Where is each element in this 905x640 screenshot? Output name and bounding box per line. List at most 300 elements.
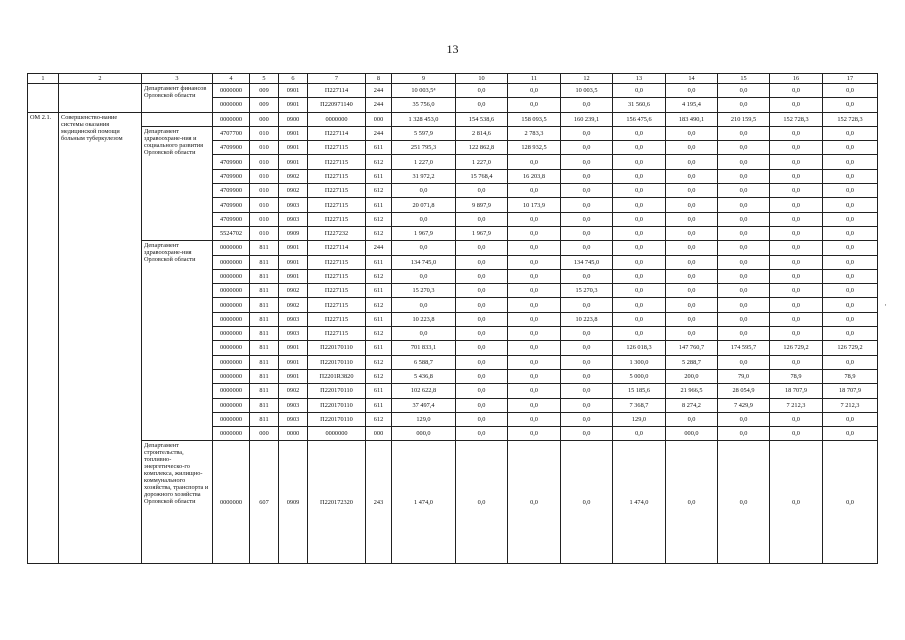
table-cell: 811 [250, 341, 279, 355]
table-cell: 0903 [279, 327, 308, 341]
table-cell: П220172320 [308, 441, 366, 564]
table-cell: 0,0 [508, 226, 561, 240]
table-cell: 0,0 [770, 98, 823, 112]
table-cell: П227115 [308, 255, 366, 269]
table-cell: 0,0 [666, 255, 718, 269]
table-cell: 0,0 [718, 198, 770, 212]
table-cell: 0,0 [770, 141, 823, 155]
table-cell: 612 [366, 184, 392, 198]
table-row [28, 126, 878, 140]
table-cell: 811 [250, 284, 279, 298]
table-cell: 0,0 [666, 212, 718, 226]
table-cell: П227115 [308, 269, 366, 283]
table-cell: 0,0 [823, 212, 878, 226]
table-cell: П227115 [308, 298, 366, 312]
table-cell: 4709900 [213, 198, 250, 212]
table-cell: 0,0 [561, 98, 613, 112]
table-cell: 010 [250, 198, 279, 212]
table-cell: 0,0 [508, 284, 561, 298]
table-cell: П227115 [308, 169, 366, 183]
table-cell: 0,0 [718, 255, 770, 269]
table-cell: 0,0 [823, 298, 878, 312]
table-cell: 129,0 [392, 412, 456, 426]
table-cell: 1 967,9 [456, 226, 508, 240]
table-cell: 0,0 [770, 212, 823, 226]
table-cell: 244 [366, 98, 392, 112]
table-cell: 0,0 [718, 269, 770, 283]
table-cell: 009 [250, 84, 279, 98]
table-cell: 0,0 [613, 327, 666, 341]
table-cell: 811 [250, 355, 279, 369]
table-cell: П227115 [308, 284, 366, 298]
table-cell: 0,0 [508, 312, 561, 326]
table-cell: 0,0 [456, 298, 508, 312]
table-cell: 010 [250, 184, 279, 198]
table-row [28, 84, 878, 98]
table-cell: 210 159,5 [718, 112, 770, 126]
table-cell: П220170110 [308, 384, 366, 398]
table-cell: 0,0 [718, 226, 770, 240]
table-cell: П227232 [308, 226, 366, 240]
table-cell: 0901 [279, 155, 308, 169]
table-cell: 21 966,5 [666, 384, 718, 398]
column-header: 7 [308, 74, 366, 84]
table-cell: 611 [366, 255, 392, 269]
table-cell: П227114 [308, 126, 366, 140]
table-cell: 152 728,3 [770, 112, 823, 126]
table-cell: 0,0 [823, 412, 878, 426]
department-name: Департамент строительства, топливно-энергетическо-го комплекса, жилищно-коммунального хозяйства, транспорта и дорожного хозяйства Орловской области [142, 441, 213, 564]
table-cell: 0,0 [770, 298, 823, 312]
table-cell: 0,0 [561, 241, 613, 255]
table-cell: 0,0 [718, 412, 770, 426]
table-cell: 0,0 [561, 226, 613, 240]
table-cell: 0,0 [770, 269, 823, 283]
table-cell: 200,0 [666, 369, 718, 383]
column-header: 10 [456, 74, 508, 84]
table-cell: 0902 [279, 298, 308, 312]
table-cell: 0000000 [213, 312, 250, 326]
table-cell: 811 [250, 384, 279, 398]
table-cell: 0000000 [213, 369, 250, 383]
table-cell: 0,0 [770, 84, 823, 98]
table-cell: 0901 [279, 269, 308, 283]
table-cell: 0,0 [770, 412, 823, 426]
table-cell: 31 560,6 [613, 98, 666, 112]
table-cell: 0,0 [718, 84, 770, 98]
table-cell: 0901 [279, 126, 308, 140]
table-cell: 0000000 [213, 341, 250, 355]
column-header: 5 [250, 74, 279, 84]
table-cell: 154 538,6 [456, 112, 508, 126]
table-cell: 15 768,4 [456, 169, 508, 183]
table-cell: 128 932,5 [508, 141, 561, 155]
table-cell: 0,0 [666, 241, 718, 255]
table-cell: 1 227,0 [392, 155, 456, 169]
measure-name-cell [59, 84, 142, 113]
table-cell: 0,0 [718, 312, 770, 326]
table-cell: 000,0 [666, 427, 718, 441]
table-cell: П2201R3820 [308, 369, 366, 383]
table-cell: 0000000 [213, 398, 250, 412]
table-cell: 0,0 [561, 155, 613, 169]
table-cell: 0,0 [561, 269, 613, 283]
table-cell: 0,0 [456, 84, 508, 98]
table-cell: 811 [250, 255, 279, 269]
table-cell: 0,0 [561, 141, 613, 155]
table-cell: 4709900 [213, 184, 250, 198]
table-cell: 134 745,0 [561, 255, 613, 269]
table-cell: 0,0 [456, 312, 508, 326]
table-cell: 0,0 [456, 412, 508, 426]
table-cell: 0,0 [770, 184, 823, 198]
table-cell: 0,0 [613, 198, 666, 212]
table-cell: 1 967,9 [392, 226, 456, 240]
table-cell: П220170110 [308, 341, 366, 355]
measure-name: Совершенство-вание системы оказания медицинской помощи больным туберкулезом [59, 112, 142, 564]
table-cell: 0,0 [613, 141, 666, 155]
table-cell: 0,0 [613, 169, 666, 183]
table-cell: 0,0 [666, 284, 718, 298]
measure-code: ОМ 2.1. [28, 112, 59, 564]
table-row-total [28, 112, 878, 126]
column-header: 16 [770, 74, 823, 84]
column-header: 1 [28, 74, 59, 84]
table-cell: 7 212,3 [770, 398, 823, 412]
table-row [28, 241, 878, 255]
table-cell: 0,0 [508, 369, 561, 383]
table-cell: 0,0 [508, 155, 561, 169]
table-cell: 0000000 [213, 98, 250, 112]
table-cell: 20 071,8 [392, 198, 456, 212]
table-cell: 612 [366, 355, 392, 369]
table-cell: 0,0 [718, 241, 770, 255]
table-cell: 010 [250, 141, 279, 155]
table-cell: 7 429,9 [718, 398, 770, 412]
table-cell: 160 239,1 [561, 112, 613, 126]
table-cell: 0,0 [456, 441, 508, 564]
table-cell: П227114 [308, 241, 366, 255]
table-cell: 611 [366, 312, 392, 326]
table-cell: 79,0 [718, 369, 770, 383]
department-name: Департамент здравоохране-ния Орловской области [142, 241, 213, 441]
table-cell: 611 [366, 398, 392, 412]
table-cell: 0,0 [613, 241, 666, 255]
table-cell: 5 288,7 [666, 355, 718, 369]
table-cell: 0000000 [213, 441, 250, 564]
table-cell: 7 212,3 [823, 398, 878, 412]
table-cell: 0,0 [770, 198, 823, 212]
table-cell: 0,0 [823, 427, 878, 441]
table-cell: 28 054,9 [718, 384, 770, 398]
table-cell: 010 [250, 126, 279, 140]
table-cell: 0903 [279, 398, 308, 412]
department-name: Департамент здравоохране-ния и социального развития Орловской области [142, 126, 213, 240]
table-cell: 0,0 [456, 255, 508, 269]
table-cell: 811 [250, 369, 279, 383]
table-cell: 0,0 [613, 284, 666, 298]
table-cell: 0,0 [456, 398, 508, 412]
table-cell: 0,0 [770, 312, 823, 326]
table-cell: 0,0 [823, 255, 878, 269]
table-cell: 0,0 [666, 141, 718, 155]
table-cell: 0,0 [456, 369, 508, 383]
table-cell: 0000000 [213, 298, 250, 312]
column-header: 11 [508, 74, 561, 84]
table-cell: 1 227,0 [456, 155, 508, 169]
table-cell: 0,0 [392, 184, 456, 198]
budget-table [27, 73, 878, 564]
table-cell: 152 728,3 [823, 112, 878, 126]
table-cell: 0,0 [561, 427, 613, 441]
table-cell: 010 [250, 155, 279, 169]
table-cell: 612 [366, 369, 392, 383]
table-cell: 134 745,0 [392, 255, 456, 269]
table-cell: 0000000 [213, 355, 250, 369]
table-cell: 35 756,0 [392, 98, 456, 112]
table-cell: 9 897,9 [456, 198, 508, 212]
table-cell: 156 475,6 [613, 112, 666, 126]
table-cell: 611 [366, 198, 392, 212]
table-cell: 0,0 [508, 241, 561, 255]
table-cell: 0,0 [666, 226, 718, 240]
table-cell: 0,0 [823, 126, 878, 140]
table-cell: 0903 [279, 198, 308, 212]
table-cell: 0909 [279, 441, 308, 564]
table-cell: 10 173,9 [508, 198, 561, 212]
table-cell: 0,0 [666, 169, 718, 183]
table-cell: 31 972,2 [392, 169, 456, 183]
table-cell: 611 [366, 341, 392, 355]
table-cell: 0,0 [718, 298, 770, 312]
table-cell: 0,0 [823, 355, 878, 369]
table-cell: 612 [366, 298, 392, 312]
table-cell: 0,0 [823, 141, 878, 155]
table-cell: 811 [250, 298, 279, 312]
table-cell: 15 185,6 [613, 384, 666, 398]
table-cell: 0,0 [823, 241, 878, 255]
table-cell: 0,0 [718, 184, 770, 198]
table-row [28, 441, 878, 564]
table-cell: 0000000 [213, 327, 250, 341]
table-cell: 147 760,7 [666, 341, 718, 355]
table-cell: 126 729,2 [770, 341, 823, 355]
scan-mark: · [884, 300, 887, 310]
table-cell: 811 [250, 312, 279, 326]
table-cell: 0000000 [308, 112, 366, 126]
table-cell: 15 270,3 [392, 284, 456, 298]
table-cell: 0,0 [508, 269, 561, 283]
table-cell: 10 223,8 [561, 312, 613, 326]
table-cell: 611 [366, 284, 392, 298]
column-header: 2 [59, 74, 142, 84]
table-cell: 701 833,1 [392, 341, 456, 355]
table-cell: 0,0 [561, 441, 613, 564]
table-cell: 811 [250, 269, 279, 283]
table-cell: 811 [250, 398, 279, 412]
table-cell: 4 195,4 [666, 98, 718, 112]
table-cell: 5 000,0 [613, 369, 666, 383]
table-cell: 174 595,7 [718, 341, 770, 355]
table-cell: 0,0 [770, 284, 823, 298]
table-cell: 611 [366, 384, 392, 398]
table-cell: 0,0 [823, 284, 878, 298]
table-cell: 0,0 [561, 198, 613, 212]
table-cell: 0,0 [508, 427, 561, 441]
table-cell: 0,0 [561, 341, 613, 355]
measure-code-cell [28, 84, 59, 113]
table-cell: 0,0 [823, 98, 878, 112]
table-cell: 0,0 [718, 284, 770, 298]
table-cell: 0,0 [392, 327, 456, 341]
table-cell: 611 [366, 169, 392, 183]
table-cell: 612 [366, 327, 392, 341]
table-cell: 0,0 [666, 184, 718, 198]
table-cell: 000 [250, 427, 279, 441]
table-cell: 010 [250, 212, 279, 226]
table-cell: 000 [366, 427, 392, 441]
table-cell: 0,0 [613, 298, 666, 312]
table-cell: 37 497,4 [392, 398, 456, 412]
table-cell: 612 [366, 155, 392, 169]
table-cell: 0,0 [508, 298, 561, 312]
table-cell: 0,0 [508, 327, 561, 341]
table-cell: П227115 [308, 312, 366, 326]
table-cell: 0,0 [392, 212, 456, 226]
table-cell: 102 622,8 [392, 384, 456, 398]
table-cell: 0900 [279, 112, 308, 126]
table-cell: 0,0 [613, 126, 666, 140]
table-cell: 0000000 [308, 427, 366, 441]
table-cell: 0,0 [718, 427, 770, 441]
table-cell: 0,0 [508, 98, 561, 112]
table-cell: 009 [250, 98, 279, 112]
table-cell: 2 814,6 [456, 126, 508, 140]
table-cell: 0000000 [213, 112, 250, 126]
table-cell: 0000 [279, 427, 308, 441]
table-cell: 0,0 [508, 255, 561, 269]
table-cell: 0,0 [508, 341, 561, 355]
table-cell: 0000000 [213, 269, 250, 283]
table-cell: 0,0 [613, 226, 666, 240]
table-cell: 183 490,1 [666, 112, 718, 126]
table-cell: 0,0 [613, 84, 666, 98]
table-cell: 129,0 [613, 412, 666, 426]
table-cell: 0,0 [456, 284, 508, 298]
table-cell: 0,0 [392, 269, 456, 283]
table-cell: 0901 [279, 355, 308, 369]
table-cell: 0000000 [213, 84, 250, 98]
table-cell: П227114 [308, 84, 366, 98]
table-cell: П227115 [308, 155, 366, 169]
table-cell: 010 [250, 226, 279, 240]
table-cell: 0,0 [823, 226, 878, 240]
table-cell: 000 [250, 112, 279, 126]
table-cell: 0,0 [456, 212, 508, 226]
table-cell: 611 [366, 141, 392, 155]
table-cell: 612 [366, 226, 392, 240]
table-cell: 18 707,9 [823, 384, 878, 398]
table-cell: 0,0 [508, 412, 561, 426]
column-header: 8 [366, 74, 392, 84]
table-cell: 0,0 [508, 212, 561, 226]
table-cell: 0,0 [770, 255, 823, 269]
table-cell: 0,0 [456, 241, 508, 255]
table-cell: 0902 [279, 184, 308, 198]
table-cell: 244 [366, 84, 392, 98]
table-cell: 0,0 [823, 269, 878, 283]
table-cell: 0,0 [666, 312, 718, 326]
table-cell: 0902 [279, 169, 308, 183]
table-cell: 0,0 [508, 184, 561, 198]
table-cell: 0,0 [718, 126, 770, 140]
table-cell: 0,0 [456, 384, 508, 398]
table-cell: 0,0 [770, 327, 823, 341]
table-cell: П227115 [308, 212, 366, 226]
table-cell: 0902 [279, 384, 308, 398]
table-cell: 0903 [279, 212, 308, 226]
column-header: 3 [142, 74, 213, 84]
table-cell: 0000000 [213, 241, 250, 255]
table-cell: 0901 [279, 369, 308, 383]
table-cell: 0901 [279, 98, 308, 112]
table-cell: 0,0 [718, 441, 770, 564]
table-body [28, 84, 878, 564]
table-cell: 0,0 [666, 84, 718, 98]
column-header: 15 [718, 74, 770, 84]
table-cell: 811 [250, 412, 279, 426]
table-cell: 1 300,0 [613, 355, 666, 369]
table-cell: 1 474,0 [392, 441, 456, 564]
table-cell: 0000000 [213, 384, 250, 398]
table-cell: 7 368,7 [613, 398, 666, 412]
table-cell: 0,0 [561, 355, 613, 369]
table-cell: 0,0 [666, 155, 718, 169]
table-cell: П227115 [308, 141, 366, 155]
table-cell: 0,0 [770, 441, 823, 564]
table-cell: 0,0 [666, 412, 718, 426]
table-cell: 0,0 [770, 169, 823, 183]
table-cell: 0901 [279, 255, 308, 269]
table-cell: 0,0 [561, 169, 613, 183]
table-cell: 0,0 [666, 126, 718, 140]
table-cell: 0,0 [718, 155, 770, 169]
table-cell: 15 270,3 [561, 284, 613, 298]
table-cell: 612 [366, 212, 392, 226]
table-cell: 0,0 [508, 84, 561, 98]
table-cell: 6 588,7 [392, 355, 456, 369]
table-cell: 244 [366, 126, 392, 140]
table-cell: 0,0 [456, 427, 508, 441]
table-cell: 0,0 [718, 141, 770, 155]
table-cell: 0,0 [456, 184, 508, 198]
table-cell: 122 862,8 [456, 141, 508, 155]
table-cell: 0000000 [213, 412, 250, 426]
table-cell: 0,0 [770, 126, 823, 140]
table-cell: 4709900 [213, 169, 250, 183]
table-cell: П227115 [308, 184, 366, 198]
table-cell: 000 [366, 112, 392, 126]
table-cell: 0,0 [508, 384, 561, 398]
table-cell: 0,0 [770, 155, 823, 169]
table-cell: 4709900 [213, 212, 250, 226]
table-cell: 1 474,0 [613, 441, 666, 564]
table-cell: 0,0 [823, 155, 878, 169]
header-row [28, 74, 878, 84]
table-cell: 0,0 [666, 198, 718, 212]
table-cell: 0909 [279, 226, 308, 240]
table-cell: 0,0 [613, 184, 666, 198]
